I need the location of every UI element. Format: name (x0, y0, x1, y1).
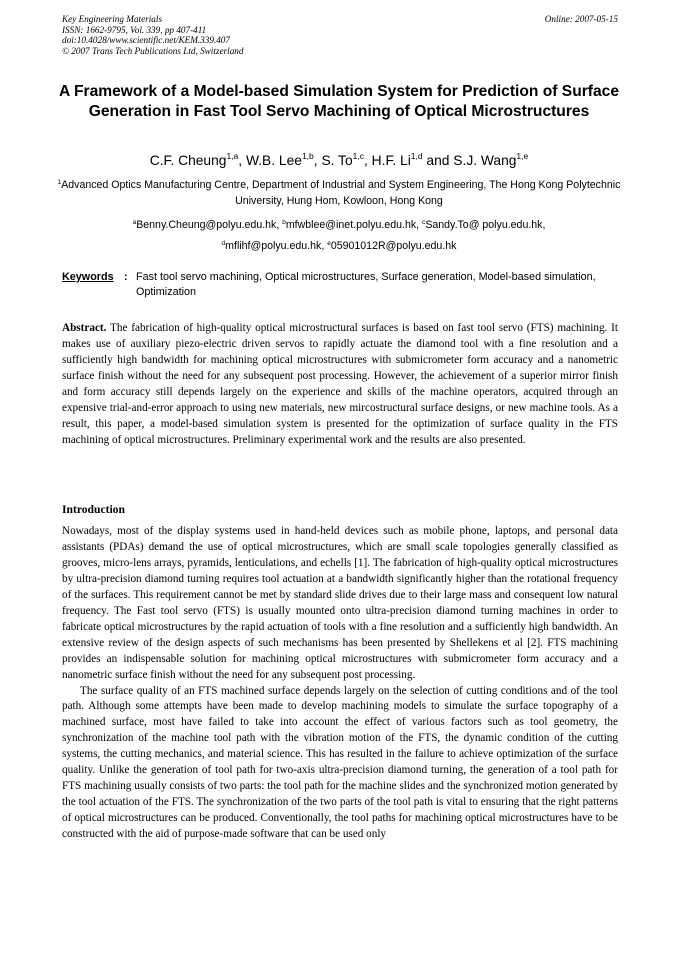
doi-line: doi:10.4028/www.scientific.net/KEM.339.407 (62, 35, 230, 46)
online-date: Online: 2007-05-15 (544, 14, 618, 24)
paragraph: Nowadays, most of the display systems used in hand-held devices such as mobile phone, laptops, and personal data assistants (PDAs) demand the use of optical microstructures, which are small scale topologies generally classified as grooves, micro-lens arrays, pyramids, lenticulations, and echells [1]. The fabrication of high-quality optical microstructures by ultra-precision diamond turning requires tool actuation at a bandwidth significantly higher than the rotational frequency of the surfaces. This requirement cannot be met by standard slide drives due to their large mass and consequent low natural frequency. The Fast tool servo (FTS) is usually mounted onto ultra-precision diamond turning machines in order to fabricate optical microstructures by the rapid actuation of tools with a fine resolution and a sufficiently high bandwidth. An extensive review of the design aspects of such mechanisms has been presented by Shellekens et al [2]. FTS machining provides an indispensable solution for machining optical microstructures with submicrometer form accuracy and a nanometric surface finish without the need for any subsequent post processing. (62, 525, 618, 681)
author: W.B. Lee$^{1,b}$, (245, 151, 322, 168)
abstract-label: Abstract. (62, 322, 107, 334)
author: H.F. Li$^{1,d}$ and (371, 151, 454, 168)
author: S. To$^{1,c}$, (321, 151, 372, 168)
abstract-text: The fabrication of high-quality optical microstructural surfaces is based on fast tool servo (FTS) machining. It makes use of auxiliary piezo-electric driven servos to rapidly actuate the diamond tool with a fine resolution and a sufficiently high bandwidth for machining optical microstructures with submicrometer form accuracy and a nanometric surface finish without the need for any subsequent post processing. However, the achievement of a superior mirror finish and form accuracy still depends largely on the experience and skills of the machine operators, acquired through an expensive trial-and-error approach to using new materials, new mircostructural surface designs, or new machine tools. As a result, this paper, a model-based simulation system is presented for the optimization of surface quality in the FTS machining of optical microstructures. Preliminary experimental work and the results are also presented. (62, 322, 618, 446)
email-link[interactable]: $^e$05901012R@polyu.edu.hk (327, 240, 457, 252)
keywords-text: Fast tool servo machining, Optical microstructures, Surface generation, Model-based simulation, Optimization (136, 271, 596, 298)
email-link[interactable]: $^a$Benny.Cheung@polyu.edu.hk (132, 219, 277, 231)
journal-header (62, 14, 618, 56)
affiliation: $^1$Advanced Optics Manufacturing Centre, Department of Industrial and System Engineering, The Hong Kong Polytechnic University, Hung Hom, Kowloon, Hong Kong (57, 179, 621, 207)
author-emails (50, 215, 628, 257)
author: S.J. Wang$^{1,e}$ (453, 151, 529, 168)
author-list (40, 152, 638, 170)
section-heading-introduction: Introduction (62, 503, 125, 516)
keywords-label: Keywords (62, 271, 114, 283)
email-line: $^a$Benny.Cheung@polyu.edu.hk, $^b$mfwblee@inet.polyu.edu.hk, $^c$Sandy.To@ polyu.edu.hk, (132, 219, 546, 231)
journal-name: Key Engineering Materials (62, 14, 163, 24)
paper-title: A Framework of a Model-based Simulation System for Prediction of Surface Generation in Fast Tool Servo Machining of Optical Microstructures (58, 83, 620, 120)
email-link[interactable]: $^c$Sandy.To@ polyu.edu.hk (422, 219, 543, 231)
paragraph: The surface quality of an FTS machined surface depends largely on the selection of cutting conditions and of the tool path. Although some attempts have been made to develop machining models to simulate the surface topography of a machined surface, most have failed to take into account the effect of various factors such as tool geometry, the synchronization of the machine tool path with the vibration motion of the FTS, the dynamic condition of the cutting systems, the cutting mechanics, and material science. This has resulted in the failure to achieve optimization of the surface quality. Unlike the generation of tool path for two-axis ultra-precision diamond turning, the generation of a tool path for FTS machining usually consists of two parts: the tool path for the machine slides and the synchronized motion generated by the tool actuation of the FTS. The synchronization of the two parts of the tool path is vital to ensuring that the right patterns of optical microstructures can be produced. Conventionally, the tool paths for machining optical microstructures have to be constructed with the aid of purpose-made software that can be used only (62, 684, 618, 841)
abstract (62, 321, 618, 449)
copyright-line: © 2007 Trans Tech Publications Ltd, Switzerland (62, 45, 244, 56)
issn-line: ISSN: 1662-9795, Vol. 339, pp 407-411 (62, 24, 207, 35)
keywords-colon: : (124, 271, 128, 283)
author: C.F. Cheung$^{1,a}$, (149, 151, 246, 168)
email-link[interactable]: $^b$mfwblee@inet.polyu.edu.hk (282, 219, 417, 231)
introduction-body (62, 524, 618, 843)
email-line: $^d$mflihf@polyu.edu.hk, $^e$05901012R@polyu.edu.hk (221, 240, 457, 252)
email-link[interactable]: $^d$mflihf@polyu.edu.hk (221, 240, 322, 252)
